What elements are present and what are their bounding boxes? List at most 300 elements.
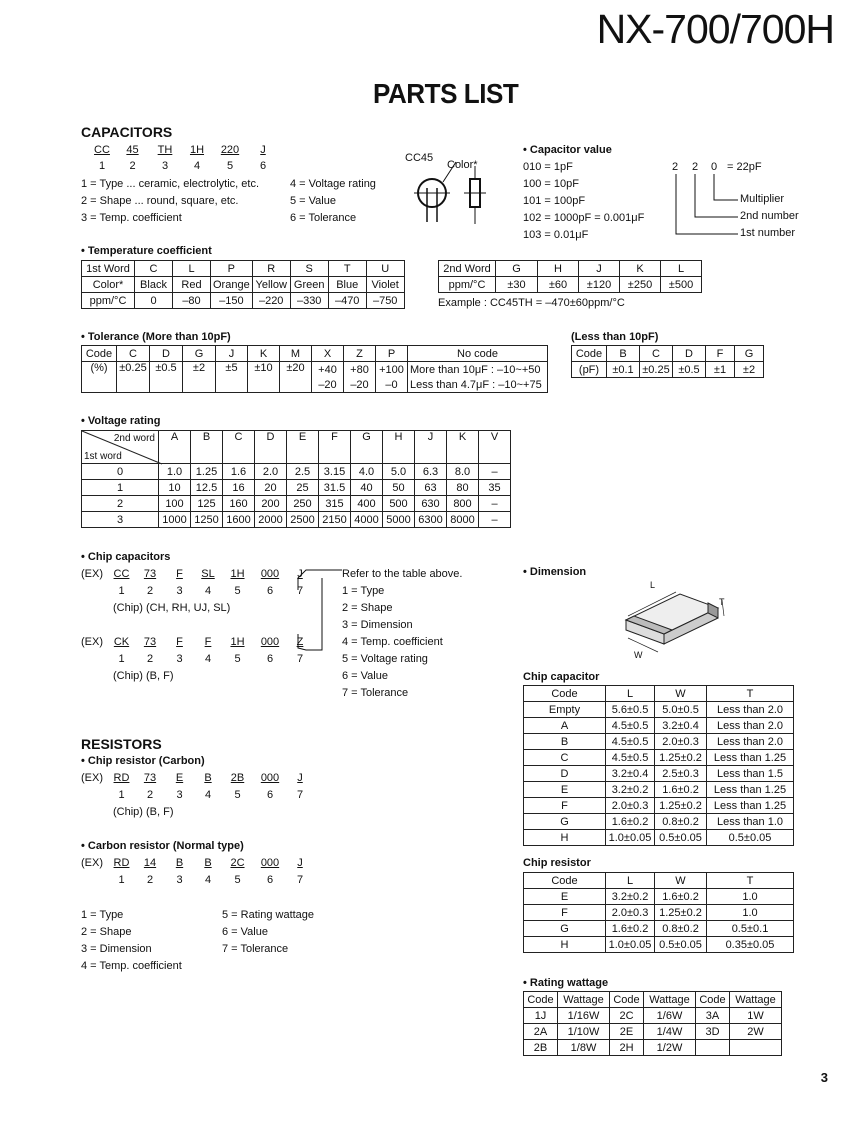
- cell: 6.3: [415, 464, 447, 480]
- model-title: NX-700/700H: [596, 6, 834, 52]
- cell: F: [706, 346, 735, 362]
- legend-item: 3 = Dimension: [342, 619, 413, 631]
- chip-cap-table: [523, 685, 794, 846]
- value-item: 103 = 0.01μF: [523, 229, 589, 241]
- cell: 0.5±0.05: [655, 937, 707, 953]
- legend-item: 2 = Shape: [81, 926, 132, 938]
- cell: 800: [447, 496, 479, 512]
- cell: ±0.1: [607, 362, 640, 378]
- code-char: CK: [113, 636, 130, 648]
- ex-label: (EX): [81, 636, 103, 648]
- cell: 12.5: [191, 480, 223, 496]
- cell: ±30: [496, 277, 538, 293]
- cell: 1J: [524, 1008, 558, 1024]
- value-item: 102 = 1000pF = 0.001μF: [523, 212, 645, 224]
- cc45-label: CC45: [405, 152, 434, 164]
- cell: 1/6W: [644, 1008, 696, 1024]
- cell: K: [620, 261, 661, 277]
- cell: 5.0: [383, 464, 415, 480]
- legend-item: 1 = Type: [81, 909, 124, 921]
- temp-coef-table-1: [81, 260, 405, 309]
- cell: 0.35±0.05: [707, 937, 794, 953]
- cell: Code: [572, 346, 607, 362]
- chip-cap-nums-2: [108, 653, 313, 665]
- cell: G: [524, 921, 606, 937]
- legend-item: 1 = Type: [342, 585, 385, 597]
- cell: W: [655, 873, 707, 889]
- cell: D: [255, 431, 287, 464]
- cell: 0.5±0.05: [707, 830, 794, 846]
- cell: P: [211, 261, 253, 277]
- cell: T: [328, 261, 366, 277]
- first-number-label: 1st number: [740, 227, 796, 239]
- cell: 1: [82, 480, 159, 496]
- code-char: 73: [143, 636, 157, 648]
- cell: Code: [610, 992, 644, 1008]
- chip-note-2: (Chip) (B, F): [113, 670, 174, 682]
- code-char: 73: [143, 568, 157, 580]
- resistor-nums-1: [108, 789, 313, 801]
- temp-coef-table-2: [438, 260, 702, 293]
- cell: 31.5: [319, 480, 351, 496]
- dim-label-l: L: [650, 580, 656, 590]
- cell: –220: [252, 293, 290, 309]
- cell: 1.6±0.2: [655, 782, 707, 798]
- cell: 3A: [696, 1008, 730, 1024]
- cell: Less than 1.0: [707, 814, 794, 830]
- code-num: 6: [259, 160, 267, 172]
- cell: Blue: [328, 277, 366, 293]
- cell: G: [524, 814, 606, 830]
- corner-cell: [82, 431, 159, 464]
- cell: Less than 1.25: [707, 798, 794, 814]
- cell: –: [479, 496, 511, 512]
- cell: ±500: [661, 277, 702, 293]
- legend-item: 6 = Tolerance: [290, 212, 357, 224]
- resistor-legend-right: [222, 907, 314, 958]
- cell: 1W: [730, 1008, 782, 1024]
- code-num: 5: [234, 585, 241, 597]
- cell: –80: [173, 293, 211, 309]
- cell: L: [173, 261, 211, 277]
- code-char: 1H: [230, 568, 245, 580]
- cell: E: [287, 431, 319, 464]
- cell: 8.0: [447, 464, 479, 480]
- cell: 5.6±0.5: [606, 702, 655, 718]
- cell: G: [351, 431, 383, 464]
- cell: 5000: [383, 512, 415, 528]
- code-num: 2: [146, 789, 154, 801]
- legend-item: 7 = Tolerance: [342, 687, 409, 699]
- cell: B: [191, 431, 223, 464]
- cell: K: [447, 431, 479, 464]
- cell: P: [376, 346, 408, 362]
- carbon-resistor-heading: • Carbon resistor (Normal type): [81, 840, 244, 852]
- cell: J: [415, 431, 447, 464]
- cell: –0: [376, 377, 408, 393]
- legend-item: 7 = Tolerance: [222, 943, 289, 955]
- multiplier-label: Multiplier: [740, 193, 785, 205]
- cell: 2.0±0.3: [655, 734, 707, 750]
- cell: H: [538, 261, 579, 277]
- legend-item: 5 = Voltage rating: [342, 653, 428, 665]
- cell: ±0.5: [673, 362, 706, 378]
- cell: ±0.5: [150, 362, 183, 393]
- code-char: B: [175, 857, 184, 869]
- cell: A: [159, 431, 191, 464]
- cell: G: [735, 346, 764, 362]
- cell: F: [524, 905, 606, 921]
- cell: No code: [408, 346, 548, 362]
- dim-label-t: T: [719, 597, 725, 607]
- legend-item: 1 = Type ... ceramic, electrolytic, etc.: [81, 178, 260, 190]
- cell: Empty: [524, 702, 606, 718]
- chip-cap-code-1: [108, 568, 313, 580]
- chip-cap-nums-1: [108, 585, 313, 597]
- cell: U: [366, 261, 404, 277]
- cell: 0: [135, 293, 173, 309]
- cell: ppm/°C: [439, 277, 496, 293]
- cell: Color*: [82, 277, 135, 293]
- code-char: F: [176, 568, 183, 580]
- code-char: 000: [260, 636, 280, 648]
- cell: L: [606, 873, 655, 889]
- cell: More than 10μF : –10~+50: [408, 362, 548, 378]
- capacitor-diagram: [410, 160, 510, 240]
- cell: –470: [328, 293, 366, 309]
- cell: Red: [173, 277, 211, 293]
- cell: 8000: [447, 512, 479, 528]
- cell: 40: [351, 480, 383, 496]
- voltage-heading: • Voltage rating: [81, 415, 161, 427]
- legend-item: 2 = Shape ... round, square, etc.: [81, 195, 239, 207]
- legend-item: 3 = Temp. coefficient: [81, 212, 182, 224]
- code-num: 3: [176, 653, 183, 665]
- code-char: 2C: [230, 857, 245, 869]
- cell: 6300: [415, 512, 447, 528]
- capacitor-value-heading: • Capacitor value: [523, 144, 612, 156]
- cell: Less than 4.7μF : –10~+75: [408, 377, 548, 393]
- capacitor-legend-right: [290, 176, 376, 227]
- cell: Orange: [211, 277, 253, 293]
- code-num: 4: [204, 653, 212, 665]
- cell: 50: [383, 480, 415, 496]
- cell: –150: [211, 293, 253, 309]
- cell: 2E: [610, 1024, 644, 1040]
- cell: ±120: [579, 277, 620, 293]
- cell: D: [150, 346, 183, 362]
- cell: D: [524, 766, 606, 782]
- cell: 3.2±0.2: [606, 782, 655, 798]
- code-char: 73: [143, 772, 157, 784]
- cell: 0.8±0.2: [655, 921, 707, 937]
- cell: 1/10W: [558, 1024, 610, 1040]
- example-result: = 22pF: [727, 161, 762, 173]
- code-char: 220: [220, 144, 240, 156]
- resistor-note-1: (Chip) (B, F): [113, 806, 174, 818]
- cell: 2C: [610, 1008, 644, 1024]
- resistors-heading: RESISTORS: [81, 736, 162, 752]
- cell: 315: [319, 496, 351, 512]
- cell: (pF): [572, 362, 607, 378]
- cell: 0: [82, 464, 159, 480]
- code-char: 2B: [230, 772, 245, 784]
- cell: –: [479, 464, 511, 480]
- cell: 500: [383, 496, 415, 512]
- chip-res-table: [523, 872, 794, 953]
- cell: –: [479, 512, 511, 528]
- code-num: 4: [204, 789, 212, 801]
- resistor-legend-left: [81, 907, 182, 975]
- value-item: 010 = 1pF: [523, 161, 573, 173]
- cell: –20: [344, 377, 376, 393]
- code-num: 5: [234, 653, 241, 665]
- cell: 80: [447, 480, 479, 496]
- cell: A: [524, 718, 606, 734]
- code-char: RD: [113, 857, 130, 869]
- cell: Code: [524, 686, 606, 702]
- cell: 630: [415, 496, 447, 512]
- code-char: CC: [94, 144, 110, 156]
- cell: 1.25±0.2: [655, 750, 707, 766]
- cell: 160: [223, 496, 255, 512]
- tolerance-table: [81, 345, 548, 393]
- code-num: 7: [296, 653, 304, 665]
- cell: –20: [312, 377, 344, 393]
- code-num: 6: [266, 874, 274, 886]
- cell: 2.0±0.3: [606, 905, 655, 921]
- code-char: F: [176, 636, 183, 648]
- cell: C: [117, 346, 150, 362]
- cell: 1.0: [159, 464, 191, 480]
- legend-item: 5 = Rating wattage: [222, 909, 315, 921]
- cell: 1.6: [223, 464, 255, 480]
- cell: ±1: [706, 362, 735, 378]
- code-num: 7: [296, 585, 304, 597]
- legend-item: 2 = Shape: [342, 602, 393, 614]
- code-num: 5: [234, 874, 241, 886]
- code-char: J: [297, 772, 303, 784]
- legend-item: 4 = Temp. coefficient: [81, 960, 182, 972]
- code-num: 6: [266, 653, 274, 665]
- cell: B: [607, 346, 640, 362]
- cell: R: [252, 261, 290, 277]
- cell: 2000: [255, 512, 287, 528]
- cell: 2500: [287, 512, 319, 528]
- cell: 0.5±0.05: [655, 830, 707, 846]
- cell: V: [479, 431, 511, 464]
- capacitor-value-list: [523, 159, 644, 244]
- cell: 2.0: [255, 464, 287, 480]
- cell: 10: [159, 480, 191, 496]
- tolerance-heading: • Tolerance (More than 10pF): [81, 331, 231, 343]
- cell: ±20: [280, 362, 312, 393]
- code-num: 2: [146, 874, 154, 886]
- legend-item: 3 = Dimension: [81, 943, 152, 955]
- code-num: 4: [193, 160, 201, 172]
- cell: F: [524, 798, 606, 814]
- cell: 100: [159, 496, 191, 512]
- code-num: 1: [98, 160, 106, 172]
- cell: 4.0: [351, 464, 383, 480]
- cell: 4.5±0.5: [606, 718, 655, 734]
- cell: 2H: [610, 1040, 644, 1056]
- cell: ±0.25: [640, 362, 673, 378]
- rating-wattage-table: [523, 991, 782, 1056]
- cell: C: [524, 750, 606, 766]
- code-char: J: [260, 144, 266, 156]
- capacitor-legend-left: [81, 176, 259, 227]
- cell: ppm/°C: [82, 293, 135, 309]
- cell: ±10: [248, 362, 280, 393]
- cell: 1/16W: [558, 1008, 610, 1024]
- code-num: 5: [226, 160, 234, 172]
- legend-item: Refer to the table above.: [342, 568, 463, 580]
- chip-bracket: [298, 570, 346, 660]
- cell: 1.25: [191, 464, 223, 480]
- code-char: F: [204, 636, 212, 648]
- capacitor-code-chars: [88, 144, 279, 156]
- cell: Code: [696, 992, 730, 1008]
- cell: –330: [290, 293, 328, 309]
- cell: Violet: [366, 277, 404, 293]
- code-char: 14: [143, 857, 157, 869]
- cell: 1.6±0.2: [655, 889, 707, 905]
- value-brackets: [670, 172, 745, 242]
- code-char: 1H: [230, 636, 245, 648]
- cell: 1st Word: [82, 261, 135, 277]
- chip-note-1: (Chip) (CH, RH, UJ, SL): [113, 602, 231, 614]
- capacitor-code-nums: [88, 160, 279, 172]
- legend-item: 4 = Temp. coefficient: [342, 636, 443, 648]
- cell: 1.0: [707, 889, 794, 905]
- value-item: 100 = 10pF: [523, 178, 579, 190]
- cell: S: [290, 261, 328, 277]
- cell: 1/2W: [644, 1040, 696, 1056]
- capacitors-heading: CAPACITORS: [81, 124, 173, 140]
- cell: 2A: [524, 1024, 558, 1040]
- cell: 0.8±0.2: [655, 814, 707, 830]
- cell: G: [183, 346, 216, 362]
- cell: J: [216, 346, 248, 362]
- cell: +40: [312, 362, 344, 378]
- resistor-nums-2: [108, 874, 313, 886]
- cell: H: [524, 830, 606, 846]
- cell: ±5: [216, 362, 248, 393]
- cell: 1/8W: [558, 1040, 610, 1056]
- cell: Less than 1.25: [707, 782, 794, 798]
- cell: C: [223, 431, 255, 464]
- cell: Yellow: [252, 277, 290, 293]
- cell: Less than 2.0: [707, 702, 794, 718]
- cell: –750: [366, 293, 404, 309]
- cell: 1/4W: [644, 1024, 696, 1040]
- cell: 1000: [159, 512, 191, 528]
- cell: 2nd Word: [439, 261, 496, 277]
- cell: ±2: [735, 362, 764, 378]
- code-num: 3: [176, 585, 183, 597]
- cell: Wattage: [644, 992, 696, 1008]
- cell: T: [707, 873, 794, 889]
- cell: 35: [479, 480, 511, 496]
- code-num: 1: [118, 653, 125, 665]
- cell: 1.25±0.2: [655, 798, 707, 814]
- code-char: TH: [157, 144, 173, 156]
- code-num: 3: [176, 789, 183, 801]
- cell: 3: [82, 512, 159, 528]
- cell: +80: [344, 362, 376, 378]
- resistor-code-2: [108, 857, 313, 869]
- code-num: 7: [296, 789, 304, 801]
- cell: 200: [255, 496, 287, 512]
- cell: 125: [191, 496, 223, 512]
- temp-coef-heading: • Temperature coefficient: [81, 245, 212, 257]
- cell: Code: [524, 992, 558, 1008]
- cell: Green: [290, 277, 328, 293]
- cell: Black: [135, 277, 173, 293]
- tolerance-small-heading: (Less than 10pF): [571, 331, 659, 343]
- code-num: 5: [234, 789, 241, 801]
- cell: C: [640, 346, 673, 362]
- cell: Less than 2.0: [707, 718, 794, 734]
- code-num: 4: [204, 585, 212, 597]
- cell: 2.5±0.3: [655, 766, 707, 782]
- cell: J: [579, 261, 620, 277]
- chip-res-table-heading: Chip resistor: [523, 857, 591, 869]
- cell: W: [655, 686, 707, 702]
- cell: 2.0±0.3: [606, 798, 655, 814]
- cell: H: [383, 431, 415, 464]
- value-item: 101 = 100pF: [523, 195, 586, 207]
- corner-bottom-label: 1st word: [84, 451, 122, 462]
- cell: 16: [223, 480, 255, 496]
- chip-resistor-heading: • Chip resistor (Carbon): [81, 755, 205, 767]
- cell: 2W: [730, 1024, 782, 1040]
- code-char: 000: [260, 568, 280, 580]
- resistor-code-1: [108, 772, 313, 784]
- chip-caps-heading: • Chip capacitors: [81, 551, 171, 563]
- code-char: RD: [113, 772, 130, 784]
- cell: 1.0: [707, 905, 794, 921]
- code-num: 2: [146, 653, 154, 665]
- cell: D: [673, 346, 706, 362]
- dimension-heading: • Dimension: [523, 566, 587, 578]
- cell: 4.5±0.5: [606, 734, 655, 750]
- legend-item: 5 = Value: [290, 195, 336, 207]
- cell: L: [661, 261, 702, 277]
- cell: ±60: [538, 277, 579, 293]
- ex-label: (EX): [81, 857, 103, 869]
- code-char: 000: [260, 857, 280, 869]
- code-num: 6: [266, 585, 274, 597]
- voltage-table: [81, 430, 511, 528]
- cell: 0.5±0.1: [707, 921, 794, 937]
- tolerance-small-table: [571, 345, 764, 378]
- code-char: B: [204, 857, 212, 869]
- example-digit: 2: [672, 161, 679, 173]
- cell: G: [496, 261, 538, 277]
- cell: 20: [255, 480, 287, 496]
- cell: (%): [82, 362, 117, 393]
- cell: 2150: [319, 512, 351, 528]
- temp-coef-example: Example : CC45TH = –470±60ppm/°C: [438, 297, 625, 309]
- cell: Wattage: [730, 992, 782, 1008]
- cell: 1.6±0.2: [606, 921, 655, 937]
- cell: 2.5: [287, 464, 319, 480]
- legend-item: 6 = Value: [342, 670, 388, 682]
- cell: 4.5±0.5: [606, 750, 655, 766]
- code-char: J: [297, 857, 303, 869]
